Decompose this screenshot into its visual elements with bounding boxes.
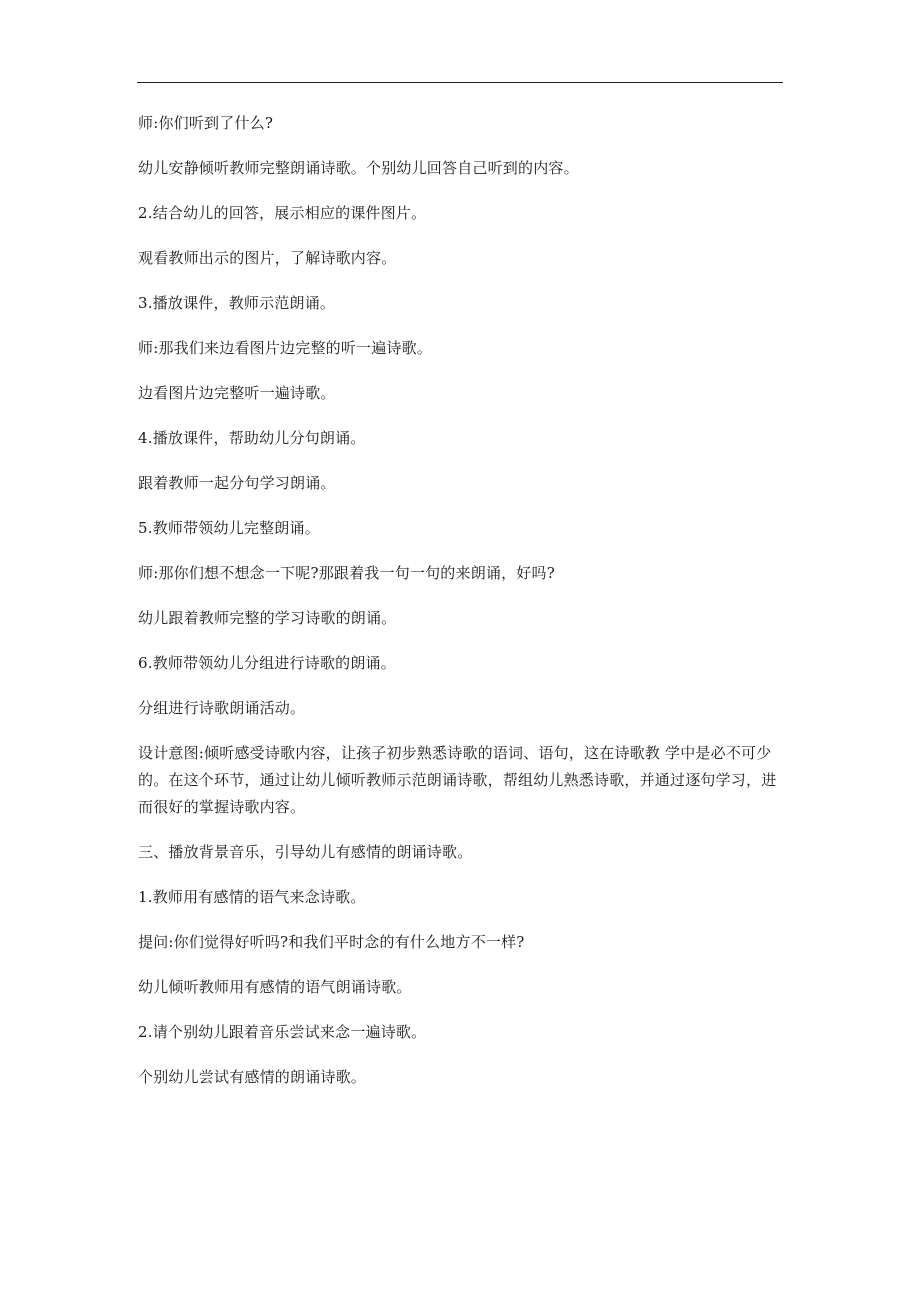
paragraph: 幼儿安静倾听教师完整朗诵诗歌。个别幼儿回答自己听到的内容。 <box>138 159 579 177</box>
paragraph: 师:你们听到了什么? <box>138 114 274 132</box>
paragraph: 2.结合幼儿的回答，展示相应的课件图片。 <box>138 204 427 222</box>
paragraph: 2.请个别幼儿跟着音乐尝试来念一遍诗歌。 <box>138 1023 427 1041</box>
paragraph: 3.播放课件，教师示范朗诵。 <box>138 294 336 312</box>
paragraph: 提问:你们觉得好听吗?和我们平时念的有什么地方不一样? <box>138 933 525 951</box>
paragraph: 1.教师用有感情的语气来念诗歌。 <box>138 888 366 906</box>
header-rule <box>137 82 783 83</box>
design-intent-paragraph: 设计意图:倾听感受诗歌内容，让孩子初步熟悉诗歌的语词、语句，这在诗歌教 学中是必不可少的。在这个环节，通过让幼儿倾听教师示范朗诵诗歌，帮组幼儿熟悉诗歌，并通过逐句学习，进而很好的掌握诗歌内容。 <box>138 744 777 816</box>
paragraph: 师:那我们来边看图片边完整的听一遍诗歌。 <box>138 339 433 357</box>
paragraph: 师:那你们想不想念一下呢?那跟着我一句一句的来朗诵，好吗? <box>138 564 555 582</box>
paragraph: 4.播放课件，帮助幼儿分句朗诵。 <box>138 429 366 447</box>
document-body <box>138 110 788 1109</box>
paragraph: 幼儿倾听教师用有感情的语气朗诵诗歌。 <box>138 978 412 996</box>
paragraph: 5.教师带领幼儿完整朗诵。 <box>138 519 320 537</box>
paragraph: 跟着教师一起分句学习朗诵。 <box>138 474 336 492</box>
paragraph: 分组进行诗歌朗诵活动。 <box>138 699 306 717</box>
section-heading: 三、播放背景音乐，引导幼儿有感情的朗诵诗歌。 <box>138 843 473 861</box>
paragraph: 个别幼儿尝试有感情的朗诵诗歌。 <box>138 1068 367 1086</box>
paragraph: 边看图片边完整听一遍诗歌。 <box>138 384 336 402</box>
paragraph: 6.教师带领幼儿分组进行诗歌的朗诵。 <box>138 654 396 672</box>
paragraph: 观看教师出示的图片，了解诗歌内容。 <box>138 249 397 267</box>
paragraph: 幼儿跟着教师完整的学习诗歌的朗诵。 <box>138 609 397 627</box>
